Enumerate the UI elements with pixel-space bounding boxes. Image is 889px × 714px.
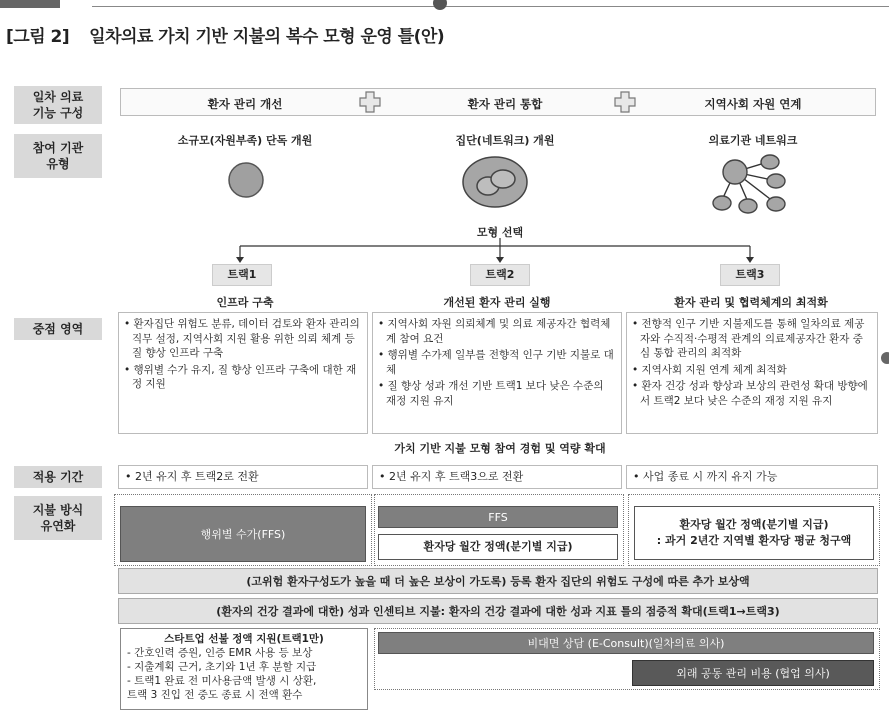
participant-group: 집단(네트워크) 개원	[455, 134, 555, 147]
outpatient-text: 외래 공동 관리 비용 (협업 의사)	[676, 667, 830, 680]
econsult-text: 비대면 상담 (E-Consult)(일차의료 의사)	[527, 637, 725, 650]
focus-item: • 지역사회 지원 연계 체계 최적화	[632, 363, 872, 378]
function-patient-care: 환자 관리 개선	[207, 97, 283, 111]
function-community: 지역사회 자원 연계	[704, 97, 802, 111]
period-text: 사업 종료 시 까지 유지 가능	[643, 470, 778, 483]
focus-item: • 전향적 인구 기반 지불제도를 통해 일차의료 제공자와 수직적·수평적 관계의 의료제공자간 환자 중심 통합 관리의 최적화	[632, 317, 872, 361]
risk-adjust-text: (고위험 환자구성도가 높을 때 더 높은 보상이 가도록) 등록 환자 집단의 위험도 구성에 따른 추가 보상액	[246, 575, 750, 588]
label-line: 일차 의료	[32, 90, 84, 104]
single-circle-icon	[226, 160, 266, 200]
startup-title: 스타트업 선불 정액 지원(트랙1만)	[164, 633, 324, 645]
header-bar	[0, 0, 60, 8]
track-arrows	[230, 238, 760, 264]
capitation-track3-box	[634, 506, 874, 560]
label-line: 참여 기관	[32, 141, 84, 155]
period-text: 2년 유지 후 트랙3으로 전환	[389, 470, 524, 483]
track1-focus	[118, 312, 368, 434]
label-payment	[14, 496, 102, 540]
plus-icon	[359, 91, 381, 113]
label-line: 기능 구성	[32, 106, 84, 120]
function-integration: 환자 관리 통합	[467, 97, 543, 111]
focus-item: • 지역사회 자원 의뢰체계 및 의료 제공자간 협력체계 참여 요건	[378, 317, 616, 346]
track2-period: • 2년 유지 후 트랙3으로 전환	[372, 465, 622, 489]
figure-title-text: 일차의료 가치 기반 지불의 복수 모형 운영 틀(안)	[89, 27, 445, 47]
startup-item: - 지출계획 근거, 초기와 1년 후 분할 지급	[127, 661, 317, 673]
track1-period: • 2년 유지 후 트랙2로 전환	[118, 465, 368, 489]
track3-focus	[626, 312, 878, 434]
label-focus-area	[14, 318, 102, 340]
label-primary-function	[14, 86, 102, 124]
plus-icon	[614, 91, 636, 113]
focus-item: • 환자 건강 성과 향상과 보상의 관련성 확대 방향에서 트랙2 보다 낮은 수준의 재정 지원 유지	[632, 379, 872, 408]
header-rule	[92, 6, 889, 7]
capitation-track3-line: : 과거 2년간 지역별 환자당 평균 청구액	[656, 534, 852, 547]
track2-name: 개선된 환자 관리 실행	[443, 296, 551, 309]
ffs-track1-text: 행위별 수가(FFS)	[200, 528, 286, 541]
label-line: 지불 방식	[32, 503, 84, 517]
performance-text: (환자의 건강 결과에 대한) 성과 인센티브 지불: 환자의 건강 결과에 대한 성과 지표 틀의 점증적 확대(트랙1→트랙3)	[216, 605, 780, 618]
econsult-box	[378, 632, 874, 654]
label-line: 적용 기간	[32, 470, 84, 484]
track3-period: • 사업 종료 시 까지 유지 가능	[626, 465, 878, 489]
capitation-track2-box	[378, 534, 618, 560]
header-dot	[433, 0, 447, 10]
startup-box	[120, 628, 368, 710]
focus-item: • 환자집단 위험도 분류, 데이터 검토와 환자 관리의 직무 설정, 지역사회 지원 활용 위한 의뢰 체계 등 질 향상 인프라 구축	[124, 317, 362, 361]
performance-box	[118, 598, 878, 624]
experience-note: 가치 기반 지불 모형 참여 경험 및 역량 확대	[394, 442, 606, 455]
startup-item: - 트랙1 완료 전 미사용금액 발생 시 상환,	[127, 675, 317, 687]
participant-solo: 소규모(자원부족) 단독 개원	[177, 134, 313, 147]
track3-tag: 트랙3	[720, 264, 780, 286]
label-participant-type	[14, 134, 102, 178]
label-line: 유형	[46, 157, 70, 171]
track3-name: 환자 관리 및 협력체계의 최적화	[674, 296, 828, 309]
label-line: 중점 영역	[32, 322, 84, 336]
edge-dot	[881, 352, 889, 364]
label-period	[14, 466, 102, 488]
ffs-track1-box	[120, 506, 366, 562]
capitation-track3-line: 환자당 월간 정액(분기별 지급)	[679, 518, 829, 531]
figure-title	[6, 22, 444, 47]
focus-item: • 행위별 수가 유지, 질 향상 인프라 구축에 대한 재정 지원	[124, 363, 362, 392]
startup-item: - 간호인력 증원, 인증 EMR 사용 등 보상	[127, 647, 313, 659]
participant-network: 의료기관 네트워크	[708, 134, 798, 147]
label-line: 유연화	[40, 519, 76, 533]
risk-adjust-box	[118, 568, 878, 594]
track1-name: 인프라 구축	[216, 296, 274, 309]
startup-item: 트랙 3 진입 전 중도 종료 시 전액 환수	[127, 689, 303, 701]
ffs-track2-box	[378, 506, 618, 528]
ffs-track2-text: FFS	[488, 510, 508, 524]
network-icon	[700, 150, 800, 220]
figure-number: [그림 2]	[6, 27, 70, 47]
focus-item: • 행위별 수가제 일부를 전향적 인구 기반 지불로 대체	[378, 348, 616, 377]
period-text: 2년 유지 후 트랙2로 전환	[135, 470, 259, 483]
capitation-track2-text: 환자당 월간 정액(분기별 지급)	[423, 540, 573, 553]
track2-focus	[372, 312, 622, 434]
model-select-label: 모형 선택	[476, 226, 524, 239]
track2-tag: 트랙2	[470, 264, 530, 286]
group-practice-icon	[460, 154, 530, 210]
focus-item: • 질 향상 성과 개선 기반 트랙1 보다 낮은 수준의 재정 지원 유지	[378, 379, 616, 408]
outpatient-box	[632, 660, 874, 686]
track1-tag: 트랙1	[212, 264, 272, 286]
